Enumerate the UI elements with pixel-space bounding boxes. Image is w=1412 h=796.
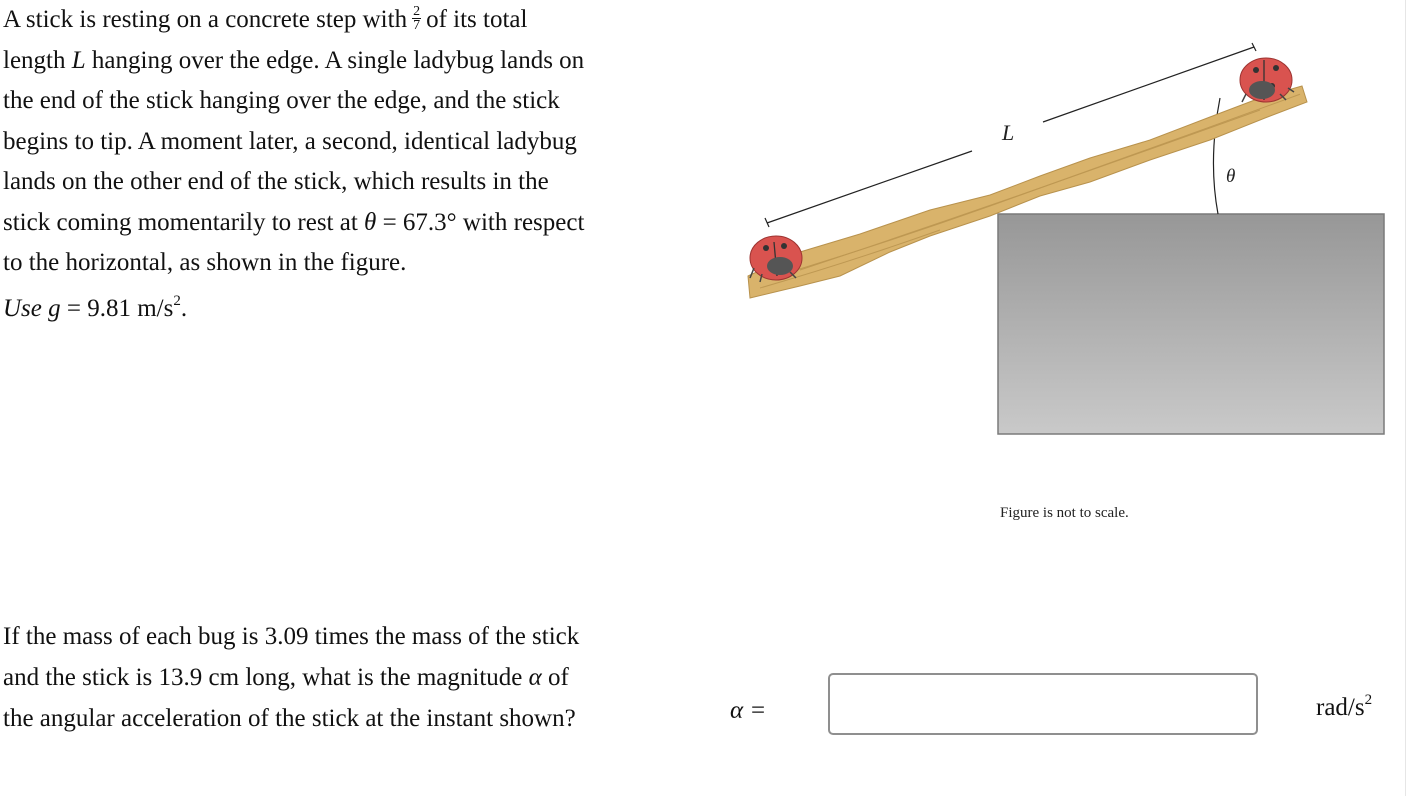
fraction-denominator: 7: [413, 17, 421, 33]
problem-line-5: lands on the other end of the stick, which results in the: [3, 168, 549, 195]
question-line-3: the angular acceleration of the stick at the instant shown?: [3, 705, 576, 732]
question-statement: [3, 616, 683, 739]
problem-line-1: [3, 0, 683, 41]
answer-label: [730, 693, 766, 729]
problem-line-7: to the horizontal, as shown in the figure.: [3, 249, 407, 276]
stick-on-step-figure: [740, 30, 1400, 450]
use-word: Use: [3, 295, 42, 322]
figure-caption: Figure is not to scale.: [1000, 505, 1129, 521]
gravity-value: = 9.81 m/s: [66, 295, 174, 322]
problem-text-segment: length: [3, 46, 66, 74]
question-line-1: If the mass of each bug is 3.09 times the mass of the stick: [3, 623, 580, 650]
unit-text: rad/s: [1316, 694, 1365, 721]
problem-line-3: the end of the stick hanging over the edge, and the stick: [3, 87, 560, 114]
variable-L: L: [71, 46, 86, 74]
alpha-answer-input[interactable]: [828, 673, 1258, 735]
problem-statement: [3, 0, 683, 284]
fraction-numerator: 2: [413, 3, 421, 19]
gravity-period: .: [180, 295, 188, 322]
problem-text-segment: hanging over the edge. A single ladybug lands on: [91, 46, 585, 74]
variable-theta: θ: [364, 208, 377, 236]
problem-text-segment: stick coming momentarily to rest at: [3, 208, 358, 236]
problem-text-segment: A stick is resting on a concrete step with: [3, 6, 408, 33]
unit-exponent: 2: [1364, 692, 1373, 708]
problem-line-6: [3, 203, 683, 244]
concrete-step: [998, 214, 1384, 434]
fraction-two-sevenths: [412, 5, 421, 32]
variable-g: g: [48, 295, 61, 322]
question-line-2: [3, 657, 683, 698]
length-label: L: [1002, 120, 1015, 145]
variable-alpha: α: [528, 664, 542, 691]
problem-text-segment: of its total: [426, 6, 528, 33]
problem-line-2: [3, 41, 683, 82]
alpha-equals: α =: [730, 697, 767, 724]
unit-label: [1316, 690, 1372, 726]
question-text-segment: of: [548, 664, 569, 691]
angle-label: θ: [1226, 166, 1236, 187]
question-text-segment: and the stick is 13.9 cm long, what is the magnitude: [3, 664, 523, 691]
gravity-exponent: 2: [173, 293, 181, 309]
page-edge-divider: [1405, 0, 1406, 796]
problem-line-4: begins to tip. A moment later, a second, identical ladybug: [3, 127, 577, 155]
problem-text-segment: = 67.3° with respect: [382, 208, 585, 236]
gravity-note: [3, 289, 187, 329]
